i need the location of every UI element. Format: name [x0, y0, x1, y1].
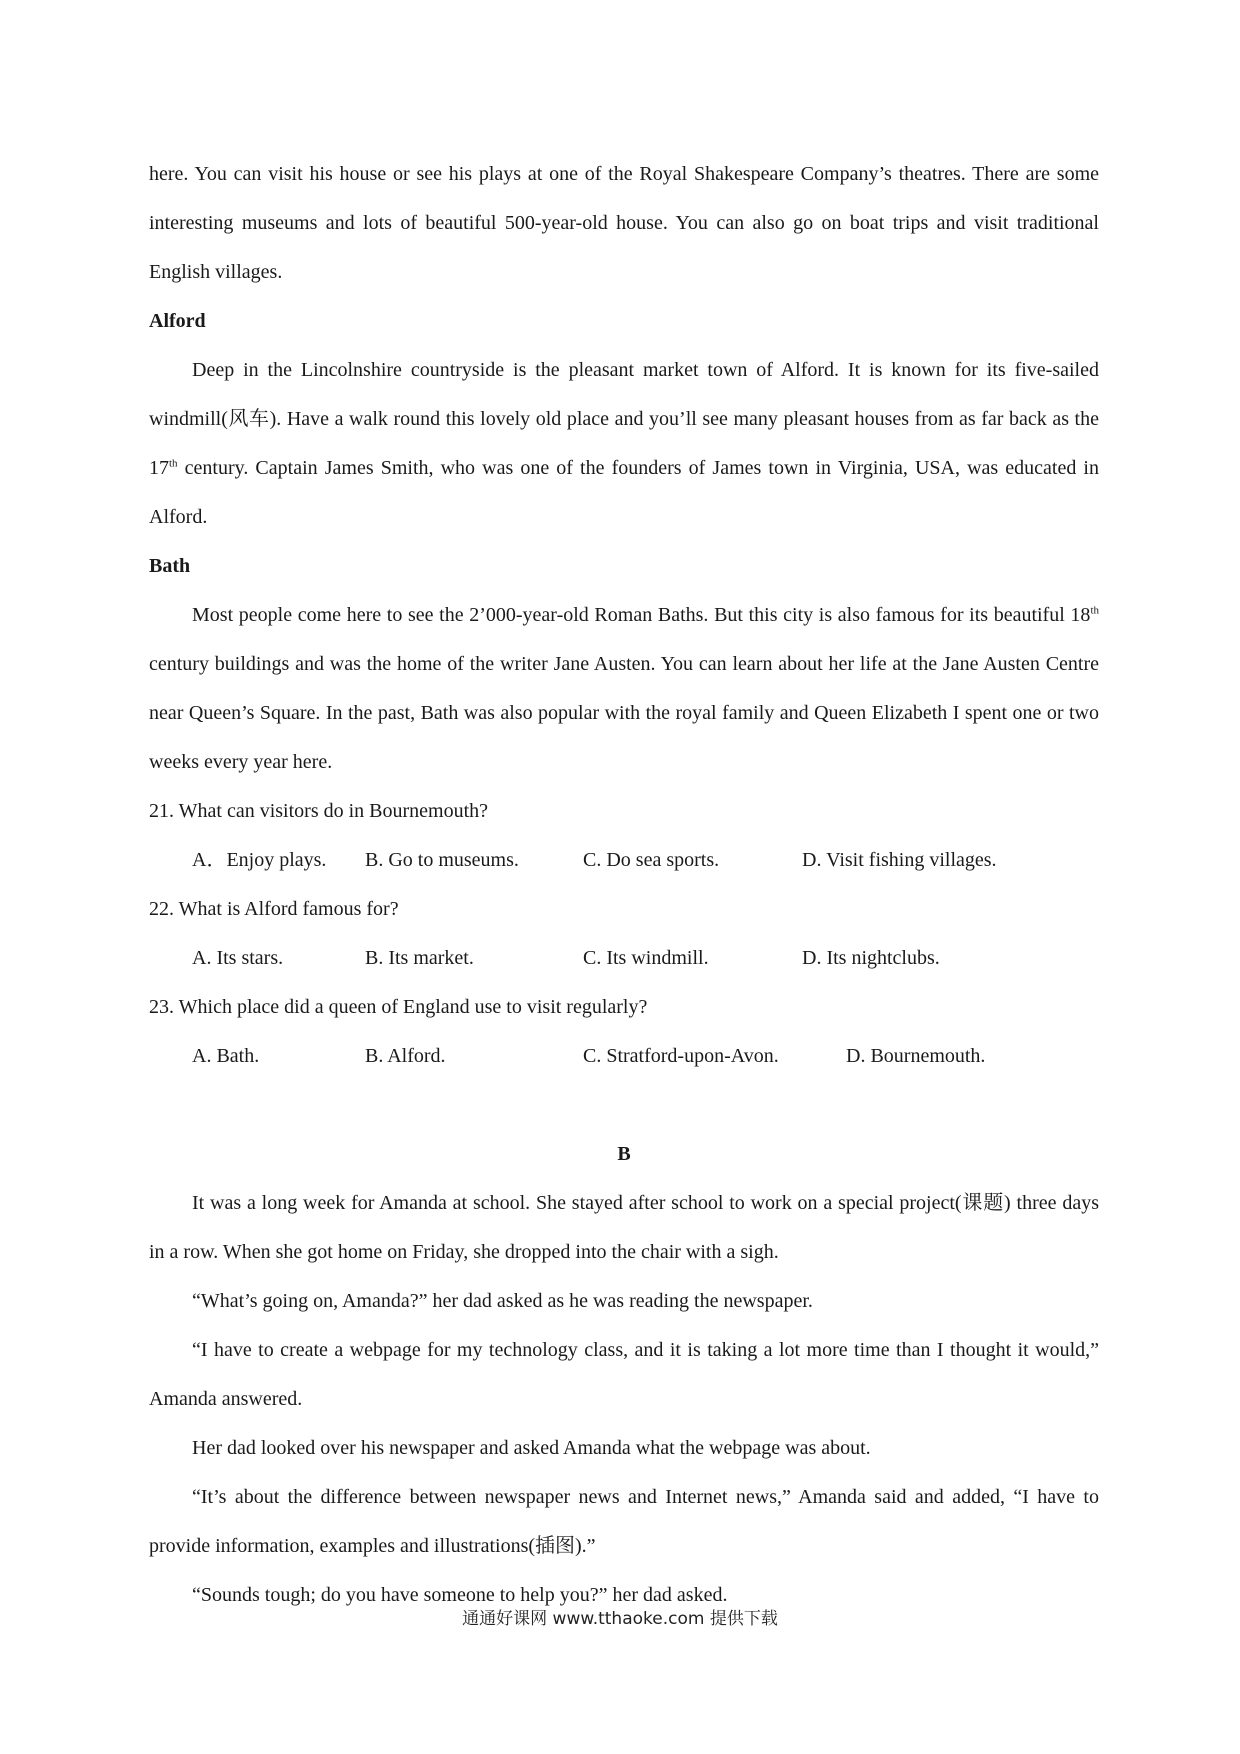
option-c: C. Its windmill. — [583, 947, 709, 969]
option-a: A. Bath. — [192, 1045, 260, 1067]
question-22-options — [149, 934, 1099, 983]
alford-paragraph — [149, 346, 1099, 542]
document-page — [149, 150, 1099, 1620]
bath-text-1: Most people come here to see the 2’000-year-old Roman Baths. But this city is also famous for its beautiful 18 — [192, 604, 1091, 626]
question-23-options — [149, 1032, 1099, 1081]
option-d: D. Visit fishing villages. — [802, 849, 997, 871]
question-21-options — [149, 836, 1099, 885]
section-gap — [149, 1081, 1099, 1130]
option-d: D. Bournemouth. — [846, 1045, 986, 1067]
passage-b-paragraph-3: “I have to create a webpage for my technology class, and it is taking a lot more time than I thought it would,” Amanda answered. — [149, 1339, 1099, 1410]
option-c: C. Stratford-upon-Avon. — [583, 1045, 779, 1067]
passage-b-paragraph-5: “It’s about the difference between newspaper news and Internet news,” Amanda said and added, “I have to provide information, examples and illustrations(插图).” — [149, 1486, 1099, 1557]
bath-heading: Bath — [149, 555, 191, 577]
passage-b-paragraph-2: “What’s going on, Amanda?” her dad asked as he was reading the newspaper. — [192, 1290, 813, 1312]
question-23: 23. Which place did a queen of England use to visit regularly? — [149, 996, 648, 1018]
passage-b-paragraph-4: Her dad looked over his newspaper and asked Amanda what the webpage was about. — [192, 1437, 871, 1459]
option-a: A. Its stars. — [192, 947, 284, 969]
alford-heading: Alford — [149, 310, 206, 332]
footer-watermark: 通通好课网 www.tthaoke.com 提供下载 — [462, 1609, 778, 1629]
alford-text-1: Deep in the Lincolnshire countryside is the pleasant market town of Alford. It is known for its five-sailed windmill(风车). Have a walk round this lovely old place and you’ll see many pleasant houses from as far back as the 17 — [149, 359, 1099, 479]
alford-text-2: century. Captain James Smith, who was one of the founders of James town in Virginia, USA, was educated in Alford. — [149, 457, 1099, 528]
passage-b-paragraph-6: “Sounds tough; do you have someone to help you?” her dad asked. — [192, 1584, 728, 1606]
option-b: B. Its market. — [365, 947, 474, 969]
section-b-heading: B — [617, 1143, 631, 1165]
intro-paragraph: here. You can visit his house or see his plays at one of the Royal Shakespeare Company’s theatres. There are some interesting museums and lots of beautiful 500-year-old house. You can also go on boat trips and visit traditional English villages. — [149, 163, 1099, 283]
option-a: A．Enjoy plays. — [192, 849, 327, 871]
passage-b-paragraph-1: It was a long week for Amanda at school. She stayed after school to work on a special project(课题) three days in a row. When she got home on Friday, she dropped into the chair with a sigh. — [149, 1192, 1099, 1263]
option-d: D. Its nightclubs. — [802, 947, 940, 969]
option-c: C. Do sea sports. — [583, 849, 720, 871]
alford-sup: th — [169, 457, 178, 470]
bath-paragraph — [149, 591, 1099, 787]
option-b: B. Go to museums. — [365, 849, 519, 871]
option-b: B. Alford. — [365, 1045, 446, 1067]
question-21: 21. What can visitors do in Bournemouth? — [149, 800, 489, 822]
bath-sup: th — [1090, 604, 1099, 617]
question-22: 22. What is Alford famous for? — [149, 898, 399, 920]
bath-text-2: century buildings and was the home of the writer Jane Austen. You can learn about her life at the Jane Austen Centre near Queen’s Square. In the past, Bath was also popular with the royal family and Queen Elizabeth I spent one or two weeks every year here. — [149, 653, 1099, 773]
